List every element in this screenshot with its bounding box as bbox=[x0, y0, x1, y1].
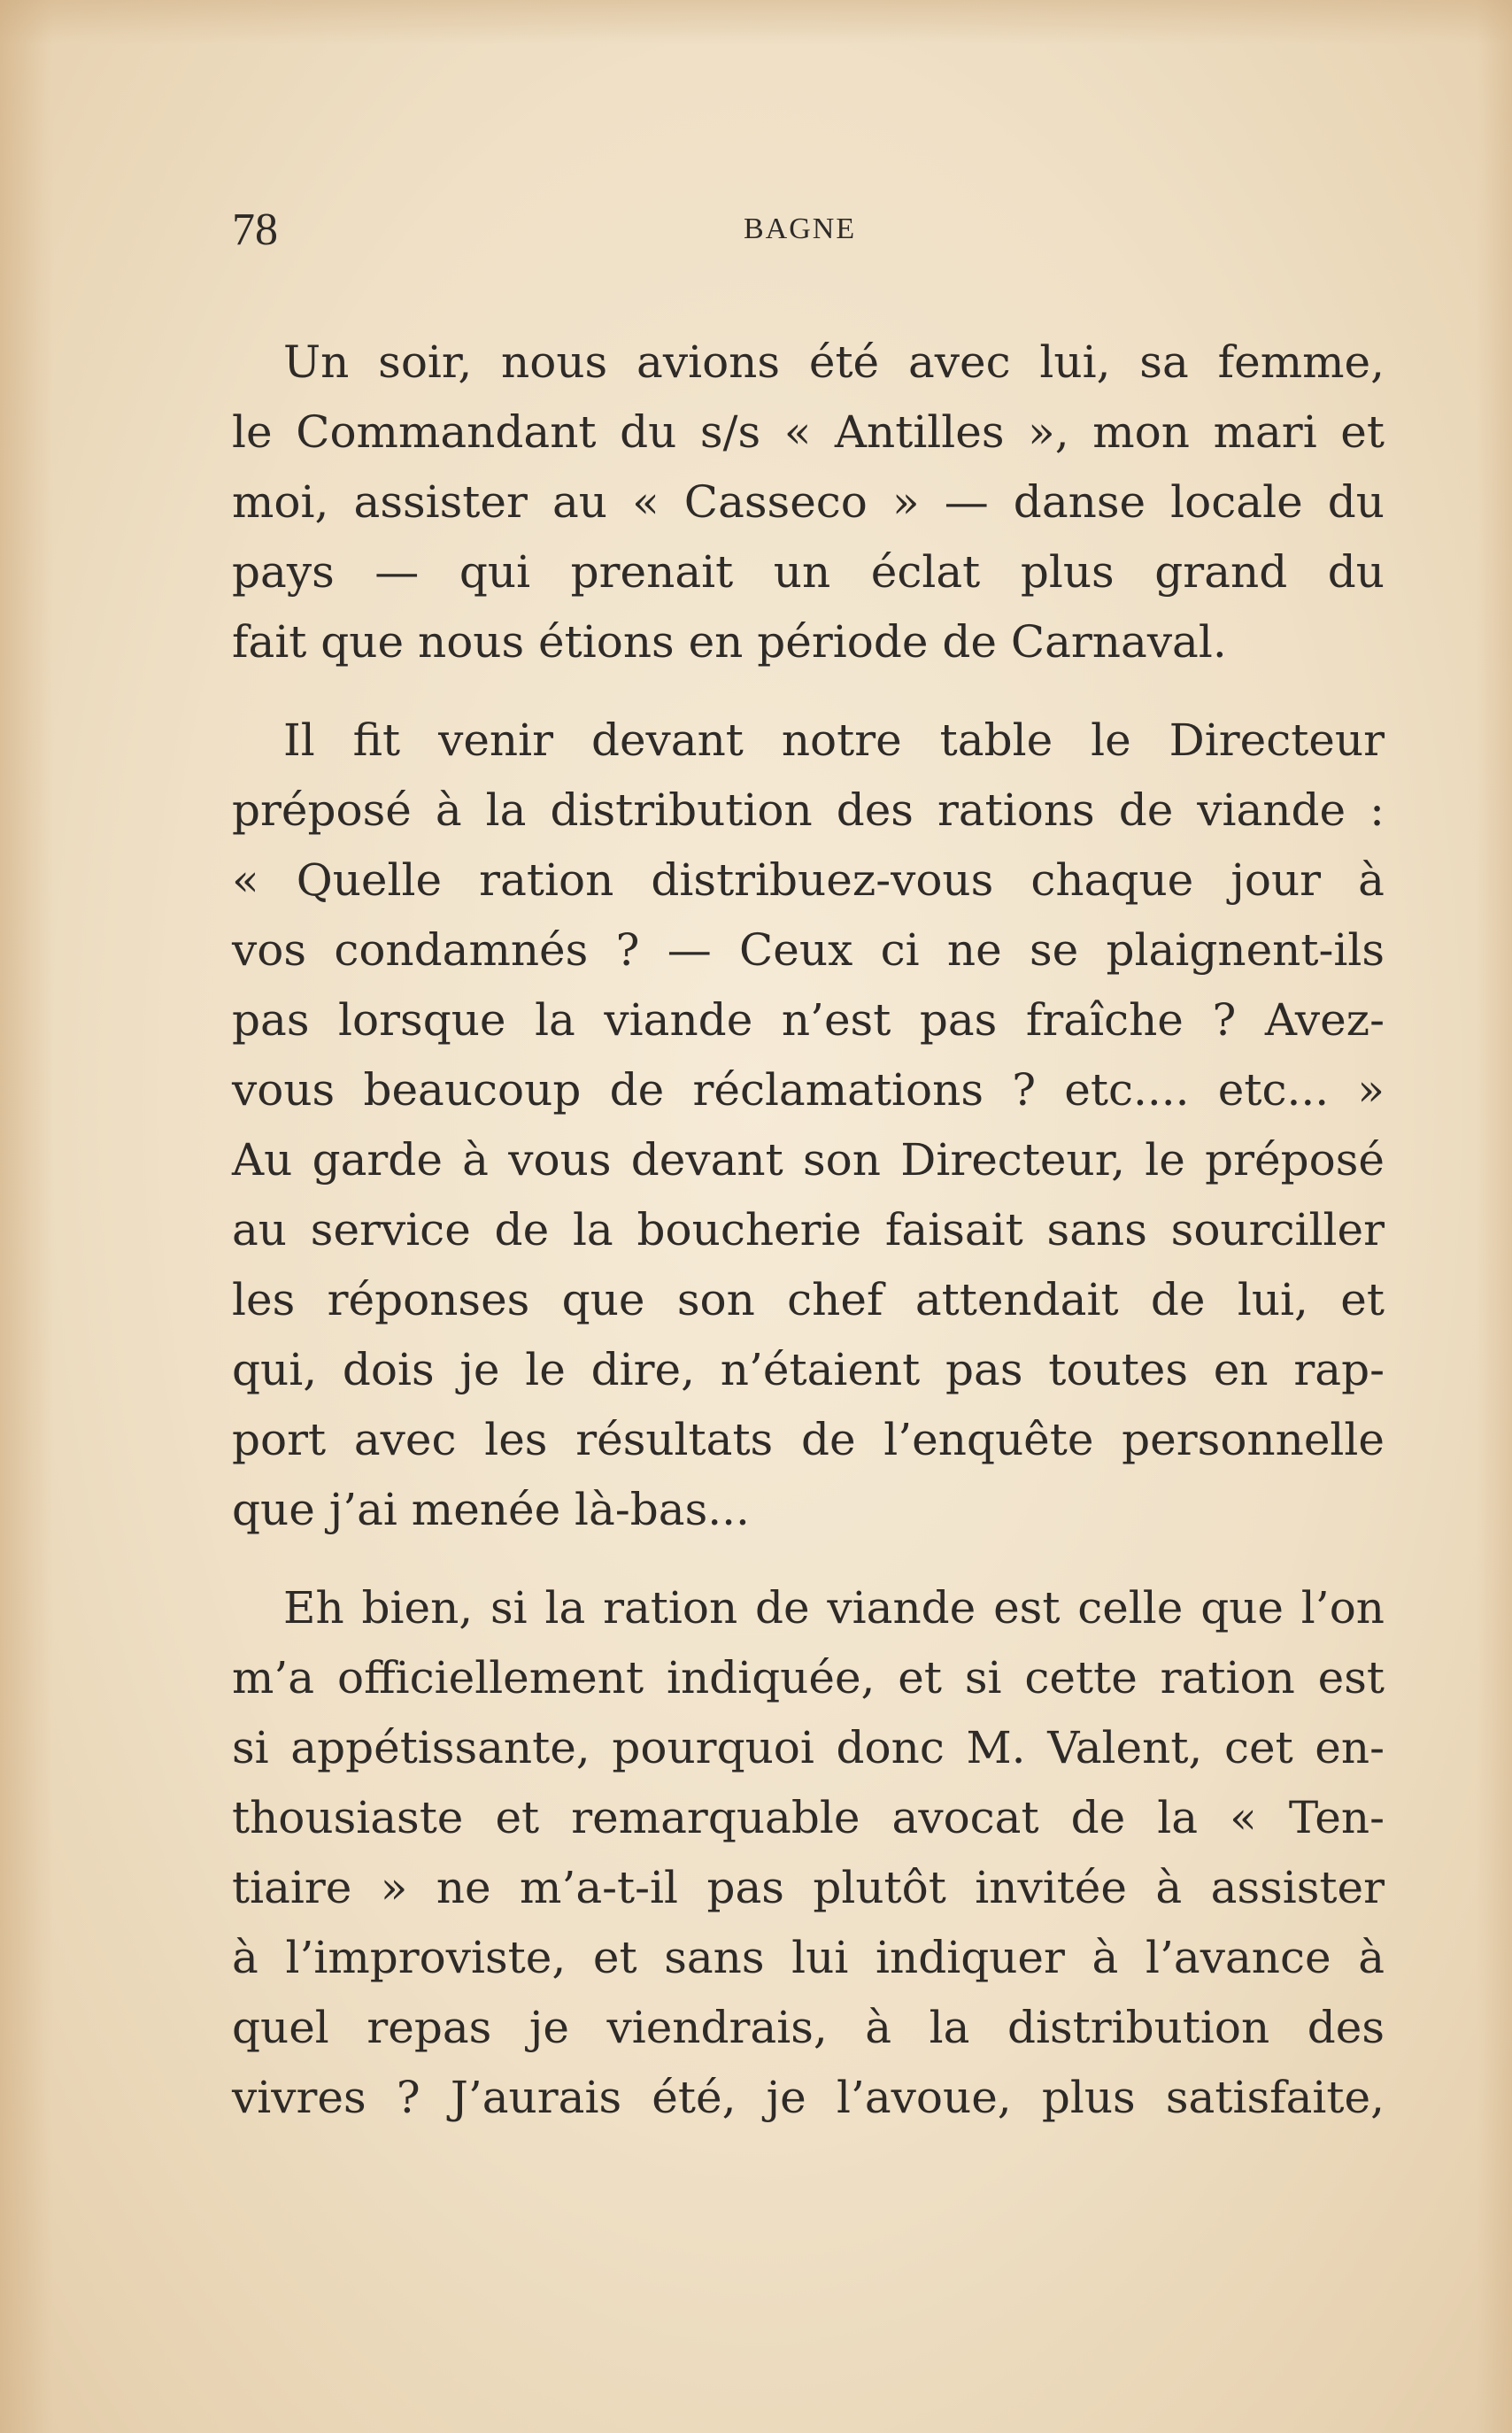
paragraph-2 bbox=[232, 706, 1385, 1545]
page-edge-shadow-left bbox=[0, 0, 53, 2433]
text-line: si appétissante, pourquoi donc M. Valent, cet en- bbox=[232, 1722, 1385, 1773]
text-line: Un soir, nous avions été avec lui, sa femme, bbox=[283, 336, 1385, 388]
text-line: tiaire » ne m’a-t-il pas plutôt invitée à assister bbox=[232, 1862, 1385, 1913]
text-line: qui, dois je le dire, n’étaient pas toutes en rap- bbox=[232, 1344, 1385, 1395]
text-line: vivres ? J’aurais été, je l’avoue, plus satisfaite, bbox=[232, 2072, 1385, 2123]
text-line: vos condamnés ? — Ceux ci ne se plaignent-ils bbox=[232, 924, 1385, 976]
text-line: fait que nous étions en période de Carnaval. bbox=[232, 616, 1227, 668]
page-edge-shadow-top bbox=[0, 0, 1512, 44]
text-line: les réponses que son chef attendait de lui, et bbox=[232, 1274, 1385, 1325]
text-line: « Quelle ration distribuez-vous chaque jour à bbox=[232, 854, 1385, 906]
running-head: BAGNE bbox=[744, 212, 857, 245]
text-line: moi, assister au « Casseco » — danse locale du bbox=[232, 476, 1385, 528]
paragraph-gap bbox=[232, 1545, 1385, 1573]
text-line: pas lorsque la viande n’est pas fraîche ? Avez- bbox=[232, 994, 1385, 1046]
text-line: le Commandant du s/s « Antilles », mon mari et bbox=[232, 406, 1385, 458]
text-line: thousiaste et remarquable avocat de la « Ten- bbox=[232, 1792, 1385, 1843]
text-line: Au garde à vous devant son Directeur, le préposé bbox=[232, 1134, 1385, 1186]
paragraph-1 bbox=[232, 328, 1385, 677]
text-line: préposé à la distribution des rations de viande : bbox=[232, 784, 1385, 836]
text-line: Eh bien, si la ration de viande est celle que l’on bbox=[283, 1582, 1385, 1634]
text-line: vous beaucoup de réclamations ? etc.... etc... » bbox=[232, 1064, 1385, 1116]
text-line: au service de la boucherie faisait sans sourciller bbox=[232, 1204, 1385, 1255]
text-line: à l’improviste, et sans lui indiquer à l’avance à bbox=[232, 1932, 1385, 1983]
body-text bbox=[232, 328, 1385, 2133]
paragraph-gap bbox=[232, 677, 1385, 706]
paragraph-3 bbox=[232, 1573, 1385, 2133]
page-edge-shadow-right bbox=[1477, 0, 1512, 2433]
text-line: pays — qui prenait un éclat plus grand du bbox=[232, 546, 1385, 598]
text-line: quel repas je viendrais, à la distribution des bbox=[232, 2002, 1385, 2053]
text-line: que j’ai menée là-bas... bbox=[232, 1484, 750, 1535]
page-header bbox=[232, 202, 1385, 273]
text-line: m’a officiellement indiquée, et si cette ration est bbox=[232, 1652, 1385, 1703]
text-line: port avec les résultats de l’enquête personnelle bbox=[232, 1414, 1385, 1465]
page-number: 78 bbox=[232, 205, 278, 255]
text-line: Il fit venir devant notre table le Directeur bbox=[283, 714, 1385, 766]
